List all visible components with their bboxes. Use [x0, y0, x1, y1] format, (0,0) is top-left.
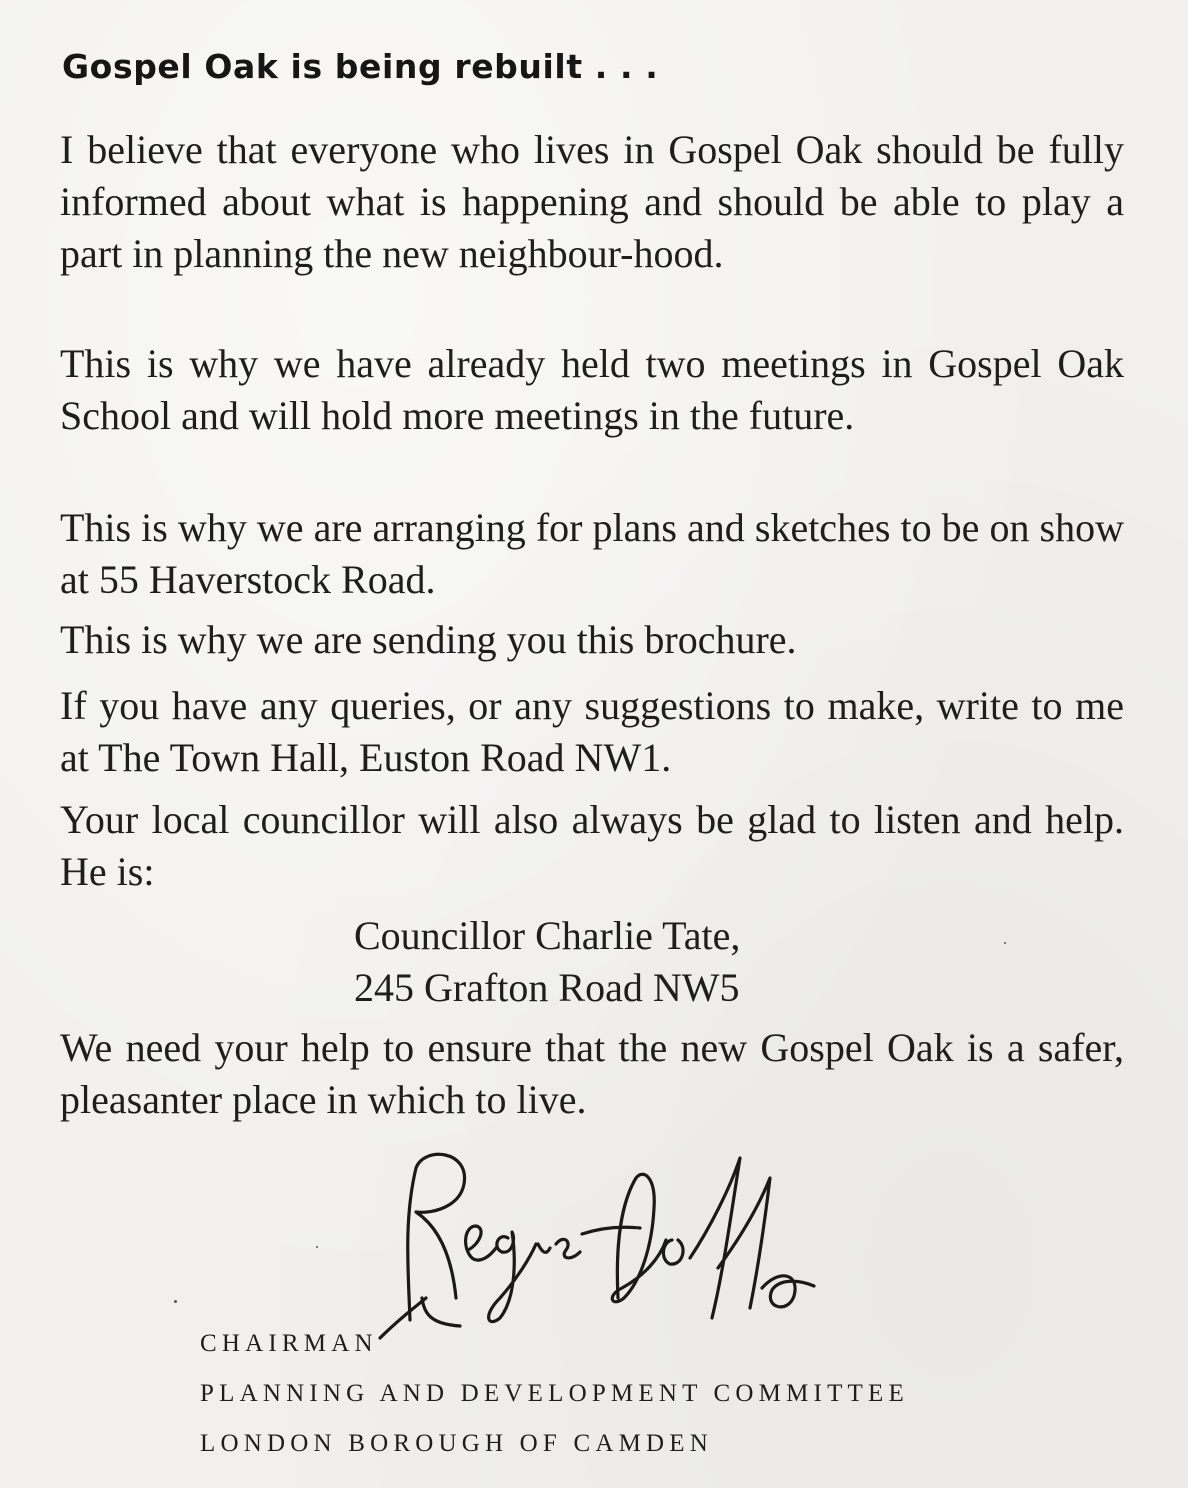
- paragraph-plans: This is why we are arranging for plans and sketches to be on show at 55 Haverstock Road.: [60, 505, 1124, 602]
- paragraph-brochure: This is why we are sending you this brochure.: [60, 617, 797, 662]
- page-heading: Gospel Oak is being rebuilt . . .: [62, 47, 659, 86]
- handwritten-signature: [360, 1148, 840, 1348]
- paper-speck: [1004, 942, 1006, 944]
- paragraph-closing: We need your help to ensure that the new Gospel Oak is a safer, pleasanter place in which to live.: [60, 1025, 1124, 1122]
- paragraph-queries: If you have any queries, or any suggestions to make, write to me at The Town Hall, Euston Road NW1.: [60, 683, 1124, 780]
- paragraph-meetings: This is why we have already held two meetings in Gospel Oak School and will hold more meetings in the future.: [60, 341, 1124, 438]
- paragraph-intro: I believe that everyone who lives in Gospel Oak should be fully informed about what is happening and should be able to play a part in planning the new neighbour-hood.: [60, 127, 1124, 276]
- sign-off-committee: PLANNING AND DEVELOPMENT COMMITTEE: [200, 1380, 909, 1407]
- sign-off-borough: LONDON BOROUGH OF CAMDEN: [200, 1430, 714, 1457]
- paper-speck: [174, 1300, 177, 1303]
- councillor-name: Councillor Charlie Tate,: [354, 913, 741, 958]
- paper-speck: [316, 1246, 318, 1248]
- paragraph-councillor: Your local councillor will also always be glad to listen and help. He is:: [60, 797, 1124, 894]
- councillor-address: [354, 910, 740, 1014]
- councillor-street: 245 Grafton Road NW5: [354, 965, 740, 1010]
- sign-off-title: CHAIRMAN: [200, 1330, 378, 1357]
